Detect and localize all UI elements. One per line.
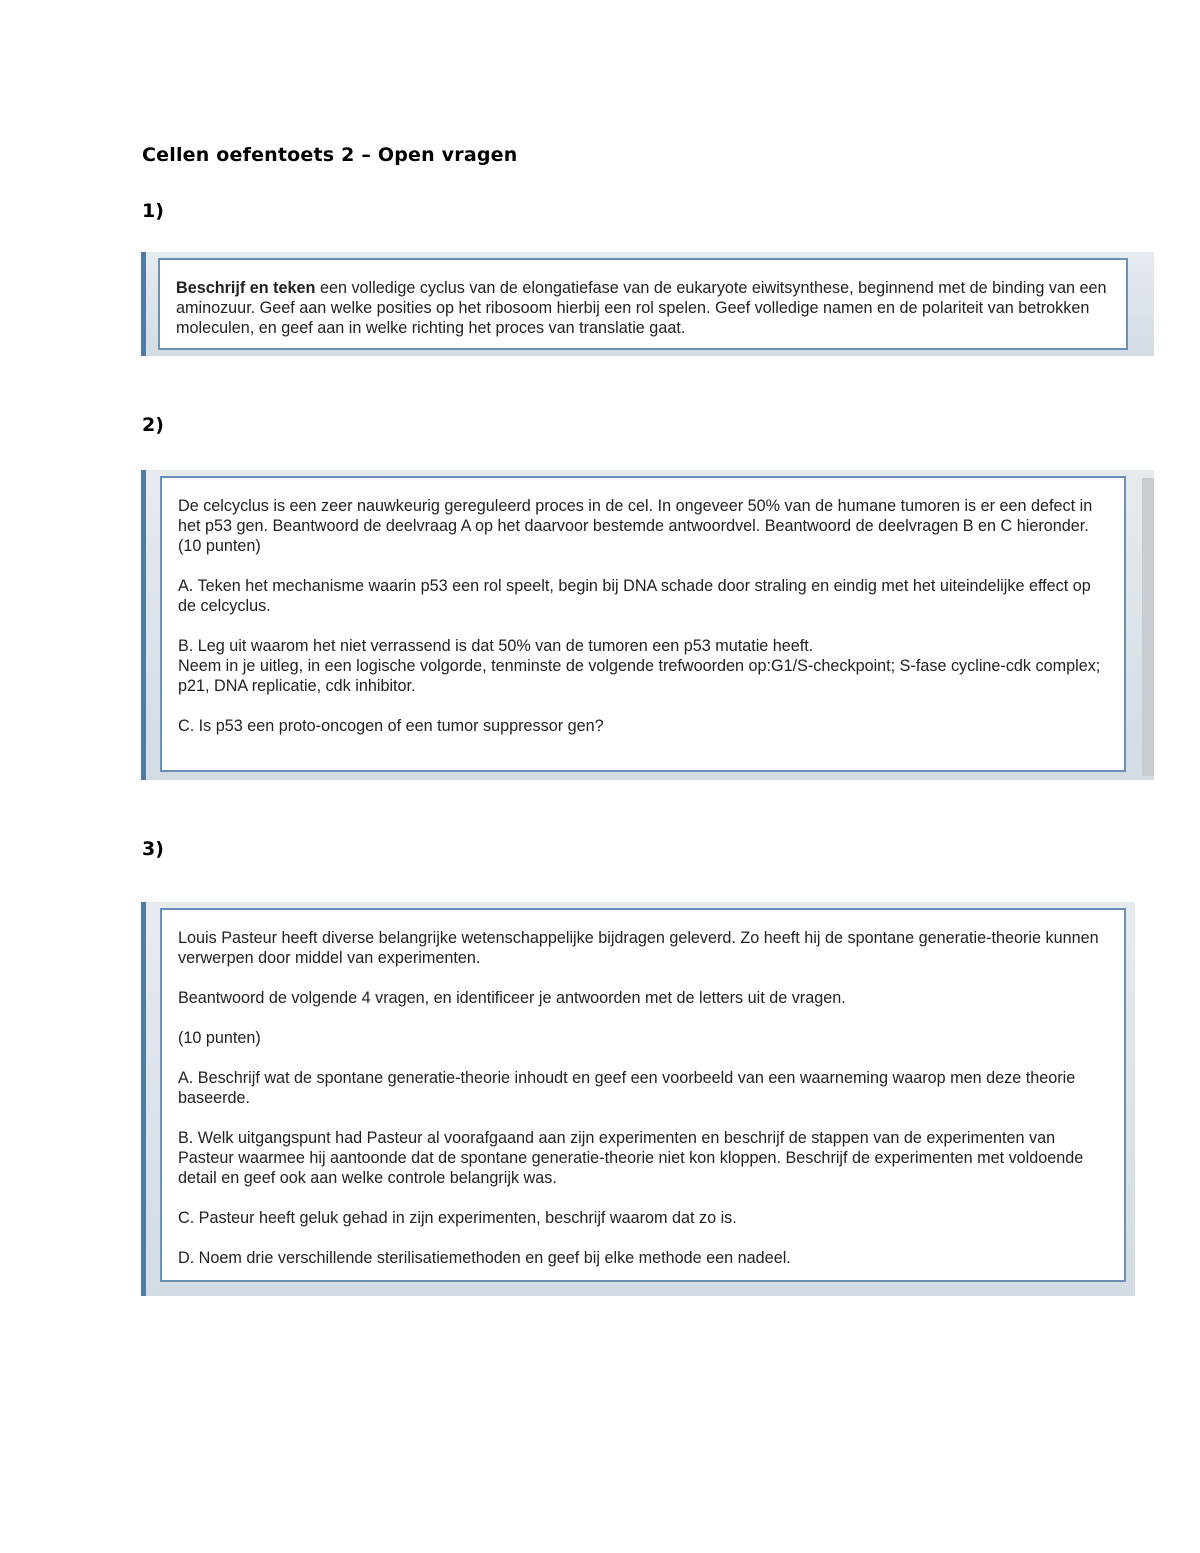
- question-1-box: [158, 258, 1128, 350]
- question-3-part-a: A. Beschrijf wat de spontane generatie-theorie inhoudt en geef een voorbeeld van een waarneming waarop men deze theorie baseerde.: [178, 1069, 1076, 1107]
- question-1-bold-intro: Beschrijf en teken: [176, 279, 316, 297]
- question-3-frame: [141, 902, 1135, 1296]
- question-3-intro: Louis Pasteur heeft diverse belangrijke wetenschappelijke bijdragen geleverd. Zo heeft hij de spontane generatie-theorie kunnen verwerpen door middel van experimenten.: [178, 929, 1099, 967]
- question-2-part-b-keywords: Neem in je uitleg, in een logische volgorde, tenminste de volgende trefwoorden op:G1/S-checkpoint; S-fase cycline-cdk complex; p21, DNA replicatie, cdk inhibitor.: [178, 657, 1101, 695]
- question-3-instruction: Beantwoord de volgende 4 vragen, en identificeer je antwoorden met de letters uit de vragen.: [178, 989, 846, 1007]
- question-3-box: [160, 908, 1126, 1282]
- question-number-3: 3): [142, 838, 164, 860]
- question-2-part-b: B. Leg uit waarom het niet verrassend is dat 50% van de tumoren een p53 mutatie heeft.: [178, 637, 814, 655]
- question-3-part-b: B. Welk uitgangspunt had Pasteur al voorafgaand aan zijn experimenten en beschrijf de stappen van de experimenten van Pasteur waarmee hij aantoonde dat de spontane generatie-theorie niet kon kloppen. Beschrijf de experimenten met voldoende detail en geef ook aan welke controle belangrijk was.: [178, 1129, 1084, 1187]
- question-2-frame: [141, 470, 1154, 780]
- question-2-part-c: C. Is p53 een proto-oncogen of een tumor suppressor gen?: [178, 717, 604, 735]
- question-1-frame: [141, 252, 1154, 356]
- question-2-points: (10 punten): [178, 537, 261, 555]
- question-number-2: 2): [142, 414, 164, 436]
- question-3-part-d: D. Noem drie verschillende sterilisatiemethoden en geef bij elke methode een nadeel.: [178, 1249, 791, 1267]
- question-3-part-c: C. Pasteur heeft geluk gehad in zijn experimenten, beschrijf waarom dat zo is.: [178, 1209, 737, 1227]
- question-2-part-a: A. Teken het mechanisme waarin p53 een rol speelt, begin bij DNA schade door straling en eindig met het uiteindelijke effect op de celcyclus.: [178, 577, 1091, 615]
- question-3-points: (10 punten): [178, 1029, 261, 1047]
- question-2-scrollbar: [1142, 478, 1154, 776]
- question-2-box: [160, 476, 1126, 772]
- question-number-1: 1): [142, 200, 164, 222]
- question-1-text: een volledige cyclus van de elongatiefase van de eukaryote eiwitsynthese, beginnend met de binding van een aminozuur. Geef aan welke posities op het ribosoom hierbij een rol spelen. Geef volledige namen en de polariteit van betrokken moleculen, en geef aan in welke richting het proces van translatie gaat.: [176, 279, 1107, 337]
- document-title: Cellen oefentoets 2 – Open vragen: [142, 144, 518, 166]
- question-2-intro: De celcyclus is een zeer nauwkeurig gereguleerd proces in de cel. In ongeveer 50% van de humane tumoren is er een defect in het p53 gen. Beantwoord de deelvraag A op het daarvoor bestemde antwoordvel. Beantwoord de deelvragen B en C hieronder.: [178, 497, 1093, 535]
